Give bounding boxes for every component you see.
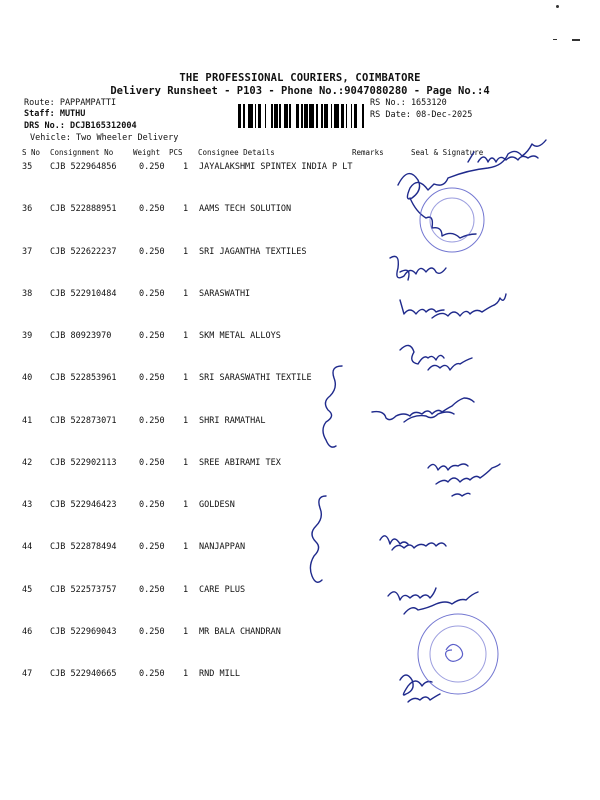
- row-consignee: SKM METAL ALLOYS: [199, 331, 281, 341]
- row-sno: 44: [22, 542, 33, 553]
- row-weight: 0.250: [139, 669, 165, 679]
- stamp-inner-36: [430, 198, 474, 242]
- brace-43: [310, 496, 326, 582]
- row-weight: 0.250: [139, 162, 165, 172]
- row-consignee: SHRI RAMATHAL: [199, 415, 266, 426]
- row-pcs: 1: [183, 288, 189, 299]
- col-pcs: PCS: [169, 148, 183, 157]
- company-title: THE PROFESSIONAL COURIERS, COIMBATORE: [179, 72, 421, 84]
- brace-40: [323, 366, 342, 447]
- row-consignee: SARASWATHI: [199, 288, 251, 299]
- row-consignee: NANJAPPAN: [199, 542, 246, 553]
- row-pcs: 1: [183, 415, 189, 426]
- row-consignee: RND MILL: [199, 669, 240, 679]
- signature-39: [400, 345, 472, 370]
- row-consignee: SREE ABIRAMI TEX: [199, 457, 281, 468]
- row-weight: 0.250: [139, 500, 165, 510]
- row-consignee: CARE PLUS: [199, 584, 246, 595]
- runsheet-subtitle: Delivery Runsheet - P103 - Phone No.:9047080280 - Page No.:4: [110, 85, 490, 97]
- row-consignment-no: CJB 522940665: [50, 669, 117, 679]
- signature-42: [428, 464, 500, 496]
- row-sno: 40: [22, 373, 33, 384]
- row-consignee: SRI SARASWATHI TEXTILE: [199, 373, 312, 384]
- row-consignment-no: CJB 522873071: [50, 415, 117, 426]
- drs-label: DRS No.: DCJB165312004: [24, 121, 137, 131]
- row-consignment-no: CJB 522969043: [50, 626, 117, 637]
- col-consignment: Consignment No: [50, 148, 114, 157]
- row-consignee: JAYALAKSHMI SPINTEX INDIA P LT: [199, 162, 353, 172]
- row-weight: 0.250: [139, 288, 165, 299]
- row-sno: 35: [22, 162, 33, 172]
- rs-number: RS No.: 1653120: [370, 98, 447, 108]
- row-weight: 0.250: [139, 542, 165, 553]
- row-pcs: 1: [183, 331, 189, 341]
- row-consignment-no: CJB 522878494: [50, 542, 117, 553]
- row-weight: 0.250: [139, 415, 165, 426]
- stamp-inner-46: [430, 626, 486, 682]
- row-sno: 45: [22, 584, 33, 595]
- row-pcs: 1: [183, 373, 189, 384]
- signature-45: [388, 588, 478, 614]
- col-seal-signature: Seal & Signature: [411, 148, 484, 157]
- row-consignee: AAMS TECH SOLUTION: [199, 204, 292, 215]
- signature-35: [398, 140, 546, 199]
- col-weight: Weight: [133, 148, 161, 157]
- row-weight: 0.250: [139, 584, 165, 595]
- row-consignment-no: CJB 80923970: [50, 331, 112, 341]
- row-sno: 42: [22, 457, 33, 468]
- signature-47: [400, 675, 440, 702]
- col-consignee: Consignee Details: [198, 148, 275, 157]
- row-sno: 39: [22, 331, 33, 341]
- row-sno: 37: [22, 246, 33, 257]
- signature-37: [390, 256, 446, 280]
- row-consignment-no: CJB 522573757: [50, 584, 117, 595]
- row-consignment-no: CJB 522910484: [50, 288, 117, 299]
- col-sno: S No: [22, 148, 41, 157]
- row-consignee: MR BALA CHANDRAN: [199, 626, 281, 637]
- row-consignee: SRI JAGANTHA TEXTILES: [199, 246, 307, 257]
- row-sno: 43: [22, 500, 33, 510]
- row-pcs: 1: [183, 204, 189, 215]
- rs-date: RS Date: 08-Dec-2025: [370, 110, 473, 120]
- signature-38: [400, 294, 506, 318]
- row-consignment-no: CJB 522853961: [50, 373, 117, 384]
- row-consignment-no: CJB 522902113: [50, 457, 117, 468]
- row-pcs: 1: [183, 162, 189, 172]
- row-sno: 41: [22, 415, 33, 426]
- row-consignment-no: CJB 522888951: [50, 204, 117, 215]
- row-consignment-no: CJB 522964856: [50, 162, 117, 172]
- vehicle-label: Vehicle: Two Wheeler Delivery: [30, 133, 179, 143]
- route-label: Route: PAPPAMPATTI: [24, 98, 117, 108]
- row-pcs: 1: [183, 500, 189, 510]
- row-consignment-no: CJB 522622237: [50, 246, 117, 257]
- row-pcs: 1: [183, 669, 189, 679]
- row-sno: 38: [22, 288, 33, 299]
- row-consignee: GOLDESN: [199, 500, 235, 510]
- signature-41: [372, 398, 474, 422]
- row-sno: 47: [22, 669, 33, 679]
- row-pcs: 1: [183, 542, 189, 553]
- staff-label: Staff: MUTHU: [24, 109, 86, 119]
- col-remarks: Remarks: [352, 148, 384, 157]
- row-weight: 0.250: [139, 246, 165, 257]
- row-sno: 46: [22, 626, 33, 637]
- row-pcs: 1: [183, 457, 189, 468]
- row-weight: 0.250: [139, 204, 165, 215]
- row-weight: 0.250: [139, 457, 165, 468]
- row-pcs: 1: [183, 246, 189, 257]
- row-sno: 36: [22, 204, 33, 215]
- row-pcs: 1: [183, 626, 189, 637]
- row-weight: 0.250: [139, 331, 165, 341]
- stamp-mark-46: [446, 644, 463, 661]
- row-weight: 0.250: [139, 373, 165, 384]
- row-consignment-no: CJB 522946423: [50, 500, 117, 510]
- row-pcs: 1: [183, 584, 189, 595]
- signature-44: [380, 536, 446, 550]
- row-weight: 0.250: [139, 626, 165, 637]
